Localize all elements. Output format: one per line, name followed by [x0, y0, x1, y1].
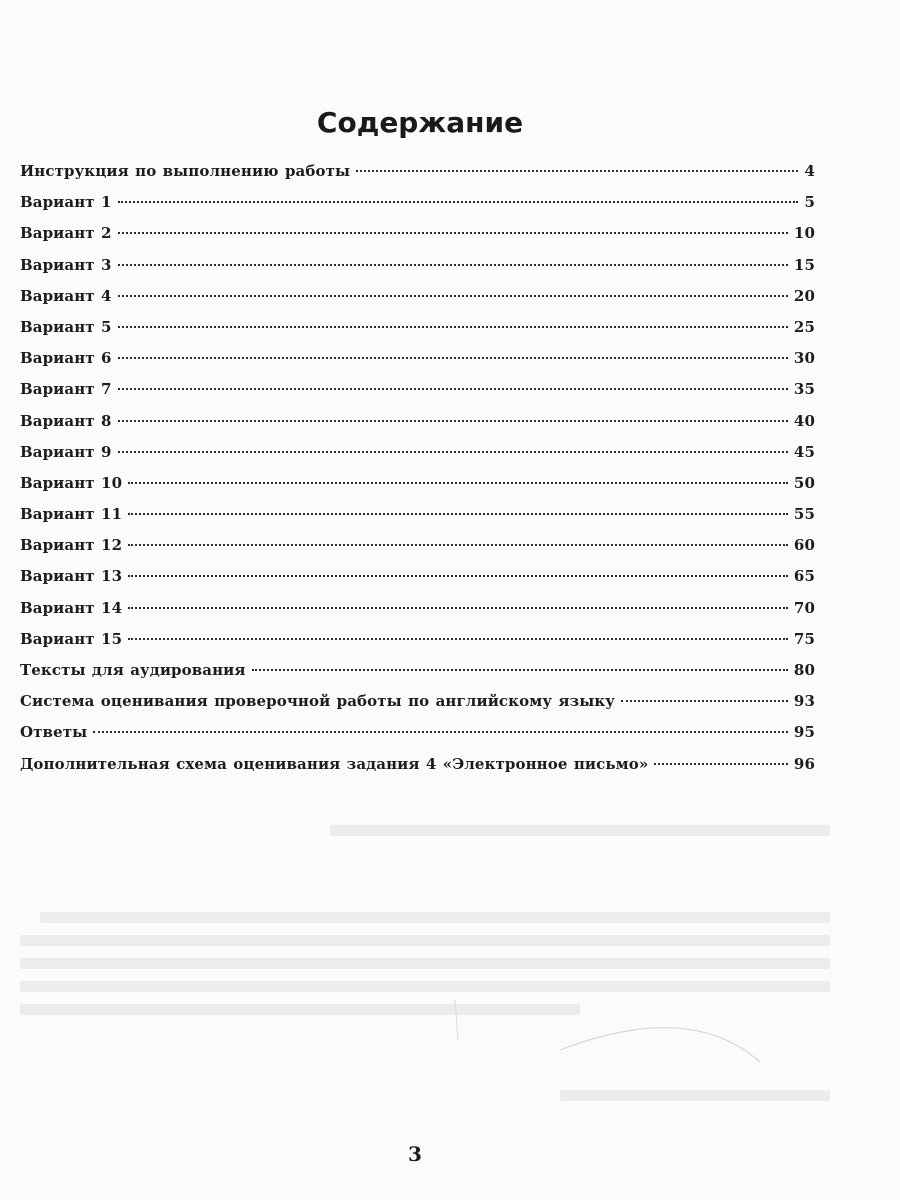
toc-entry-label: Вариант 7	[20, 380, 112, 399]
dot-leader	[118, 451, 788, 453]
dot-leader	[118, 388, 788, 390]
toc-entry-label: Вариант 3	[20, 255, 112, 274]
toc-entry	[20, 624, 815, 655]
toc-entry-label: Вариант 2	[20, 224, 112, 243]
toc-entry	[20, 686, 815, 717]
toc-entry-label: Ответы	[20, 723, 88, 742]
dot-leader	[654, 763, 788, 765]
toc-entry-label: Вариант 1	[20, 193, 112, 212]
toc-entry	[20, 406, 815, 437]
toc-entry-page: 30	[793, 349, 815, 368]
toc-entry	[20, 655, 815, 686]
toc-entry	[20, 156, 815, 187]
toc-entry	[20, 717, 815, 748]
toc-entry-label: Система оценивания проверочной работы по английскому языку	[20, 692, 615, 711]
toc-entry	[20, 530, 815, 561]
toc-entry-label: Вариант 6	[20, 349, 112, 368]
toc-entry	[20, 343, 815, 374]
dot-leader	[118, 295, 788, 297]
toc-entry-page: 45	[793, 442, 815, 461]
toc-entry-label: Вариант 15	[20, 629, 123, 648]
toc-entry-page: 25	[793, 317, 815, 336]
toc-entry-page: 5	[804, 193, 815, 212]
toc-entry	[20, 218, 815, 249]
toc-entry	[20, 749, 815, 780]
toc-entry-page: 15	[793, 255, 815, 274]
toc-entry	[20, 437, 815, 468]
dot-leader	[118, 264, 788, 266]
toc-entry-page: 75	[793, 629, 815, 648]
dot-leader	[356, 170, 798, 172]
dot-leader	[118, 232, 788, 234]
toc-entry	[20, 499, 815, 530]
toc-entry	[20, 374, 815, 405]
toc-entry	[20, 468, 815, 499]
toc-entry-label: Вариант 10	[20, 473, 123, 492]
page-title: Содержание	[316, 106, 524, 139]
toc-entry	[20, 250, 815, 281]
toc-entry-label: Инструкция по выполнению работы	[20, 162, 351, 180]
toc-entry	[20, 561, 815, 592]
toc-entry-label: Вариант 5	[20, 317, 112, 336]
toc-entry-page: 80	[793, 661, 815, 679]
toc-entry-page: 95	[793, 723, 815, 742]
toc-entry-page: 55	[793, 505, 815, 524]
toc-entry-label: Вариант 12	[20, 536, 123, 555]
dot-leader	[118, 357, 788, 359]
toc-entry-label: Вариант 9	[20, 442, 112, 461]
toc-entry-page: 4	[804, 162, 815, 180]
table-of-contents	[20, 156, 815, 780]
toc-entry-page: 20	[793, 286, 815, 305]
dot-leader	[621, 700, 788, 702]
toc-entry-label: Вариант 8	[20, 411, 112, 430]
dot-leader	[128, 482, 788, 484]
dot-leader	[128, 638, 788, 640]
dot-leader	[128, 607, 788, 609]
toc-entry-page: 93	[793, 692, 815, 711]
toc-entry-label: Вариант 13	[20, 567, 123, 586]
toc-entry-page: 65	[793, 567, 815, 586]
toc-entry-label: Дополнительная схема оценивания задания 4 «Электронное письмо»	[20, 754, 649, 773]
toc-entry-page: 10	[793, 224, 815, 243]
toc-entry-page: 50	[793, 473, 815, 492]
toc-entry	[20, 312, 815, 343]
toc-entry-page: 35	[793, 380, 815, 399]
page-number: 3	[408, 1142, 422, 1166]
dot-leader	[93, 731, 788, 733]
dot-leader	[118, 326, 788, 328]
toc-entry-page: 60	[793, 536, 815, 555]
toc-entry	[20, 593, 815, 624]
toc-entry-page: 96	[793, 754, 815, 773]
dot-leader	[118, 201, 799, 203]
toc-entry	[20, 281, 815, 312]
toc-entry-page: 70	[793, 598, 815, 617]
toc-entry	[20, 187, 815, 218]
toc-entry-label: Вариант 11	[20, 505, 123, 524]
dot-leader	[128, 575, 788, 577]
toc-entry-label: Вариант 4	[20, 286, 112, 305]
dot-leader	[128, 513, 788, 515]
dot-leader	[252, 669, 788, 671]
toc-entry-label: Тексты для аудирования	[20, 661, 246, 679]
toc-entry-page: 40	[793, 411, 815, 430]
toc-entry-label: Вариант 14	[20, 598, 123, 617]
dot-leader	[118, 420, 788, 422]
dot-leader	[128, 544, 788, 546]
